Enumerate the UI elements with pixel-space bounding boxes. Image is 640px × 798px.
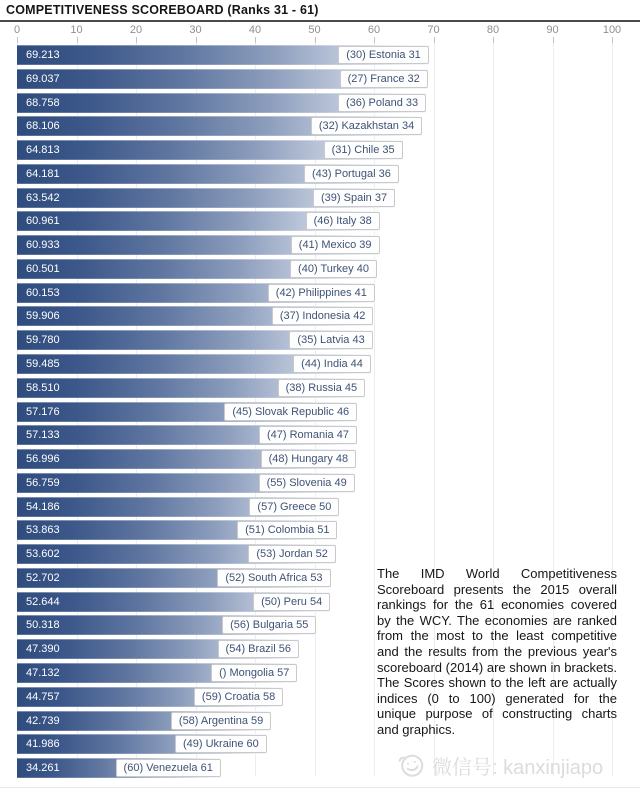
bar-score-label: 68.758 (26, 96, 60, 109)
bar-score-label: 52.644 (26, 595, 60, 608)
bar-row (17, 473, 355, 493)
score-bar (17, 663, 297, 683)
bar-score-label: 64.181 (26, 167, 60, 180)
bar-score-label: 41.986 (26, 738, 60, 751)
bar-row (17, 93, 426, 113)
x-axis-tick-label: 60 (367, 24, 381, 36)
bar-score-label: 59.780 (26, 334, 60, 347)
bar-row (17, 259, 377, 279)
watermark-label: 微信号: kanxinjiapo (432, 756, 604, 779)
bar-country-label: (43) Portugal 36 (304, 165, 399, 183)
bar-row (17, 497, 339, 517)
x-axis-tick-label: 0 (13, 24, 21, 36)
bar-country-label: (37) Indonesia 42 (272, 307, 374, 325)
bar-country-label: (59) Croatia 58 (194, 688, 283, 706)
bar-score-label: 59.906 (26, 310, 60, 323)
bar-score-label: 63.542 (26, 191, 60, 204)
score-bar (17, 140, 403, 160)
bar-country-label: (42) Philippines 41 (268, 284, 375, 302)
x-axis-tick-label: 70 (427, 24, 440, 36)
bar-country-label: (57) Greece 50 (249, 498, 339, 516)
score-bar (17, 211, 380, 231)
bottom-divider (0, 787, 640, 788)
page-title: COMPETITIVENESS SCOREBOARD (Ranks 31 - 61) (6, 3, 319, 17)
score-bar (17, 188, 395, 208)
bar-country-label: (53) Jordan 52 (248, 545, 336, 563)
bar-score-label: 42.739 (26, 714, 60, 727)
score-bar (17, 592, 330, 612)
bar-row (17, 330, 373, 350)
bar-row (17, 639, 299, 659)
wechat-face-icon (393, 747, 430, 784)
bar-row (17, 283, 375, 303)
bar-country-label: (39) Spain 37 (313, 189, 395, 207)
score-bar (17, 306, 373, 326)
x-axis-tick-label: 80 (486, 24, 500, 36)
score-bar (17, 687, 283, 707)
bar-score-label: 58.510 (26, 381, 60, 394)
score-bar (17, 544, 336, 564)
bar-country-label: (60) Venezuela 61 (116, 759, 221, 777)
score-bar (17, 378, 365, 398)
bar-country-label: (56) Bulgaria 55 (222, 616, 316, 634)
bar-score-label: 57.133 (26, 429, 60, 442)
score-bar (17, 45, 429, 65)
bar-row (17, 211, 380, 231)
score-bar (17, 93, 426, 113)
title-divider (0, 20, 640, 22)
score-bar (17, 449, 356, 469)
bar-score-label: 60.501 (26, 262, 60, 275)
x-axis-tick-label: 30 (189, 24, 202, 36)
bar-row (17, 306, 373, 326)
score-bar (17, 473, 355, 493)
bar-row (17, 140, 403, 160)
score-bar (17, 639, 299, 659)
bar-country-label: (54) Brazil 56 (218, 640, 299, 658)
bar-row (17, 188, 395, 208)
score-bar (17, 520, 337, 540)
bar-row (17, 449, 356, 469)
bar-row (17, 69, 428, 89)
bar-country-label: (36) Poland 33 (338, 94, 426, 112)
bar-country-label: (40) Turkey 40 (290, 260, 377, 278)
score-bar (17, 116, 422, 136)
bar-score-label: 59.485 (26, 358, 60, 370)
bar-country-label: (51) Colombia 51 (237, 521, 337, 539)
score-bar (17, 568, 331, 588)
x-axis-tick-label: 50 (308, 24, 321, 36)
bar-row (17, 615, 316, 635)
bar-score-label: 60.153 (26, 286, 60, 299)
bar-score-label: 53.863 (26, 524, 60, 537)
bar-country-label: (52) South Africa 53 (217, 569, 330, 587)
score-bar (17, 330, 373, 350)
bar-row (17, 402, 357, 422)
bar-country-label: (45) Slovak Republic 46 (224, 403, 357, 421)
bar-row (17, 164, 399, 184)
bar-row (17, 734, 267, 754)
bar-row (17, 568, 331, 588)
bar-country-label: (38) Russia 45 (278, 379, 366, 397)
bar-country-label: (31) Chile 35 (324, 141, 403, 159)
bar-row (17, 592, 330, 612)
score-bar (17, 354, 371, 374)
bar-row (17, 758, 221, 778)
bar-row (17, 45, 429, 65)
bar-country-label: (48) Hungary 48 (261, 450, 357, 468)
bar-row (17, 116, 422, 136)
bar-row (17, 687, 283, 707)
bar-score-label: 47.132 (26, 667, 60, 680)
bar-score-label: 69.037 (26, 72, 60, 85)
bar-country-label: (46) Italy 38 (306, 212, 380, 230)
bar-score-label: 50.318 (26, 619, 60, 632)
bar-country-label: (44) India 44 (293, 355, 371, 373)
bar-country-label: (47) Romania 47 (259, 426, 357, 444)
bar-score-label: 60.933 (26, 239, 60, 252)
bar-score-label: 57.176 (26, 405, 60, 418)
score-bar (17, 734, 267, 754)
bar-row (17, 425, 357, 445)
bar-score-label: 56.996 (26, 453, 60, 466)
bar-score-label: 52.702 (26, 571, 60, 584)
score-bar (17, 402, 357, 422)
bar-row (17, 663, 297, 683)
bar-country-label: (58) Argentina 59 (171, 712, 271, 730)
bar-country-label: (35) Latvia 43 (289, 331, 372, 349)
bar-score-label: 54.186 (26, 500, 60, 513)
watermark (396, 750, 603, 780)
bar-row (17, 235, 380, 255)
score-bar (17, 235, 380, 255)
bar-score-label: 44.757 (26, 690, 60, 703)
bar-country-label: () Mongolia 57 (211, 664, 297, 682)
bar-country-label: (27) France 32 (340, 70, 428, 88)
bar-score-label: 34.261 (26, 762, 60, 775)
description-text: The IMD World Competitiveness Scoreboard presents the 2015 overall rankings for the 61 economies covered by the WCY. The economies are ranked from the most to the least competitive and the results from the previous year's scoreboard (2014) are shown in brackets. The Scores shown to the left are actually indices (0 to 100) generated for the unique purpose of constructing charts and graphics. (377, 566, 617, 737)
bar-score-label: 64.813 (26, 144, 60, 157)
x-axis-tick-label: 10 (70, 24, 83, 36)
bar-row (17, 520, 337, 540)
bar-country-label: (50) Peru 54 (253, 593, 330, 611)
bar-score-label: 68.106 (26, 120, 60, 133)
score-bar (17, 615, 316, 635)
bar-score-label: 47.390 (26, 643, 60, 656)
score-bar (17, 425, 357, 445)
score-bar (17, 758, 221, 778)
bar-country-label: (30) Estonia 31 (338, 46, 429, 64)
score-bar (17, 497, 339, 517)
x-axis-tick-label: 90 (546, 24, 559, 36)
bar-country-label: (49) Ukraine 60 (175, 735, 267, 753)
bar-country-label: (55) Slovenia 49 (259, 474, 355, 492)
bar-country-label: (32) Kazakhstan 34 (311, 117, 422, 135)
bar-score-label: 60.961 (26, 215, 60, 228)
bar-country-label: (41) Mexico 39 (291, 236, 380, 254)
bar-score-label: 69.213 (26, 49, 60, 61)
score-bar (17, 283, 375, 303)
bar-row (17, 544, 336, 564)
x-axis-tick-label: 100 (602, 24, 622, 36)
bar-score-label: 56.759 (26, 476, 60, 489)
bar-row (17, 711, 271, 731)
score-bar (17, 164, 399, 184)
x-axis-tick-label: 20 (129, 24, 143, 36)
bar-row (17, 354, 371, 374)
score-bar (17, 259, 377, 279)
x-axis-tick-label: 40 (248, 24, 262, 36)
bar-row (17, 378, 365, 398)
score-bar (17, 69, 428, 89)
bar-score-label: 53.602 (26, 548, 60, 561)
score-bar (17, 711, 271, 731)
